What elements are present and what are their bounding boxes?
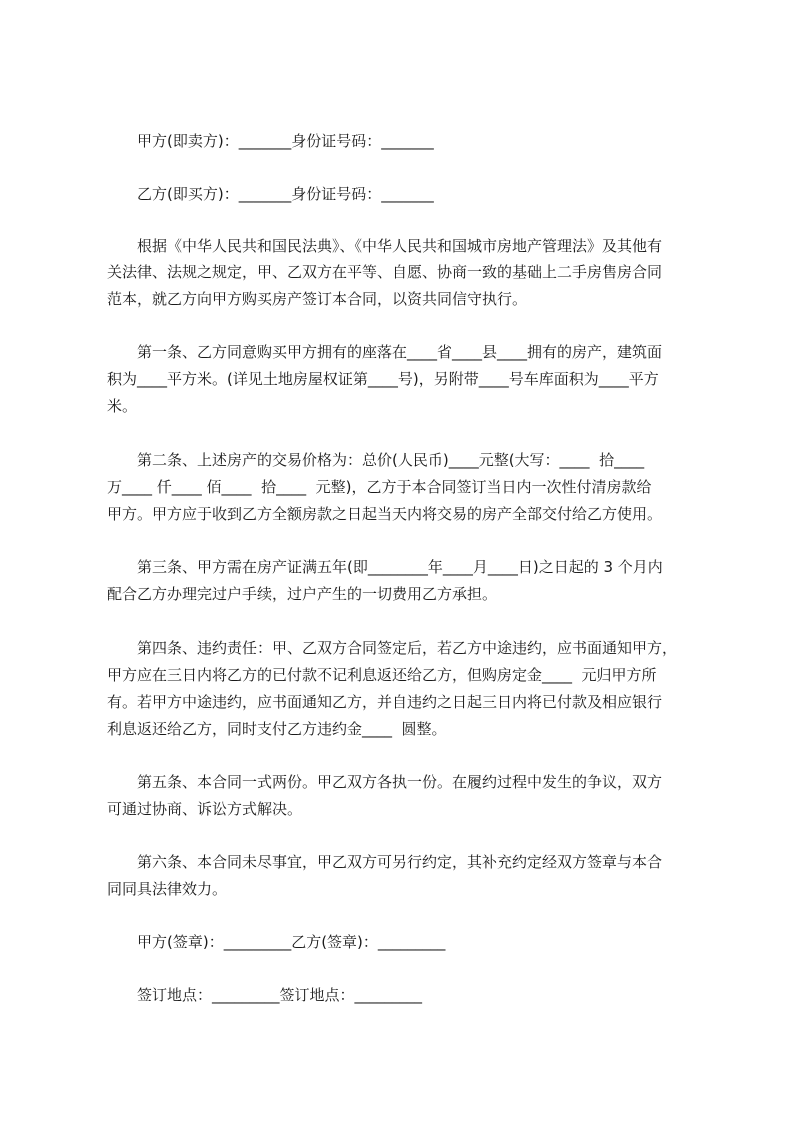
article-1-line-3: 米。 bbox=[107, 397, 138, 415]
article-4-line-4: 利息返还给乙方，同时支付乙方违约金____ 圆整。 bbox=[107, 720, 447, 738]
article-1-line-2: 积为____平方米。(详见土地房屋权证第____号)，另附带____号车库面积为____平方 bbox=[107, 370, 659, 388]
article-3-line-1: 第三条、甲方需在房产证满五年(即________年____月____日)之日起的 3 个月内 bbox=[137, 558, 663, 576]
article-5-line-1: 第五条、本合同一式两份。甲乙双方各执一份。在履约过程中发生的争议，双方 bbox=[137, 773, 663, 791]
article-2-line-2: 万____ 仟____ 佰____ 拾____ 元整)，乙方于本合同签订当日内一次性付清房款给 bbox=[107, 478, 652, 496]
party-a-line: 甲方(即卖方)：_______身份证号码：_______ bbox=[137, 132, 434, 150]
preamble-line-2: 关法律、法规之规定，甲、乙双方在平等、自愿、协商一致的基础上二手房售房合同 bbox=[107, 263, 663, 281]
article-3-line-2: 配合乙方办理完过户手续，过户产生的一切费用乙方承担。 bbox=[107, 585, 498, 603]
preamble-line-1: 根据《中华人民共和国民法典》、《中华人民共和国城市房地产管理法》及其他有 bbox=[137, 237, 663, 255]
article-5-line-2: 可通过协商、诉讼方式解决。 bbox=[107, 800, 303, 818]
article-6-line-1: 第六条、本合同未尽事宜，甲乙双方可另行约定，其补充约定经双方签章与本合 bbox=[137, 853, 663, 871]
signature-line: 甲方(签章)：_________乙方(签章)：_________ bbox=[137, 933, 446, 951]
article-2-line-3: 甲方。甲方应于收到乙方全额房款之日起当天内将交易的房产全部交付给乙方使用。 bbox=[107, 505, 663, 523]
preamble-line-3: 范本，就乙方向甲方购买房产签订本合同，以资共同信守执行。 bbox=[107, 290, 528, 308]
article-4-line-1: 第四条、违约责任：甲、乙双方合同签定后，若乙方中途违约，应书面通知甲方， bbox=[137, 639, 678, 657]
article-1-line-1: 第一条、乙方同意购买甲方拥有的座落在____省____县____拥有的房产，建筑面 bbox=[137, 343, 663, 361]
article-4-line-3: 有。若甲方中途违约，应书面通知乙方，并自违约之日起三日内将已付款及相应银行 bbox=[107, 693, 663, 711]
article-6-line-2: 同同具法律效力。 bbox=[107, 880, 228, 898]
party-b-line: 乙方(即买方)：_______身份证号码：_______ bbox=[137, 185, 434, 203]
article-2-line-1: 第二条、上述房产的交易价格为：总价(人民币)____元整(大写：____ 拾____ bbox=[137, 451, 645, 469]
article-4-line-2: 甲方应在三日内将乙方的已付款不记利息返还给乙方，但购房定金____ 元归甲方所 bbox=[107, 666, 657, 684]
location-line: 签订地点：_________签订地点：_________ bbox=[137, 986, 423, 1004]
